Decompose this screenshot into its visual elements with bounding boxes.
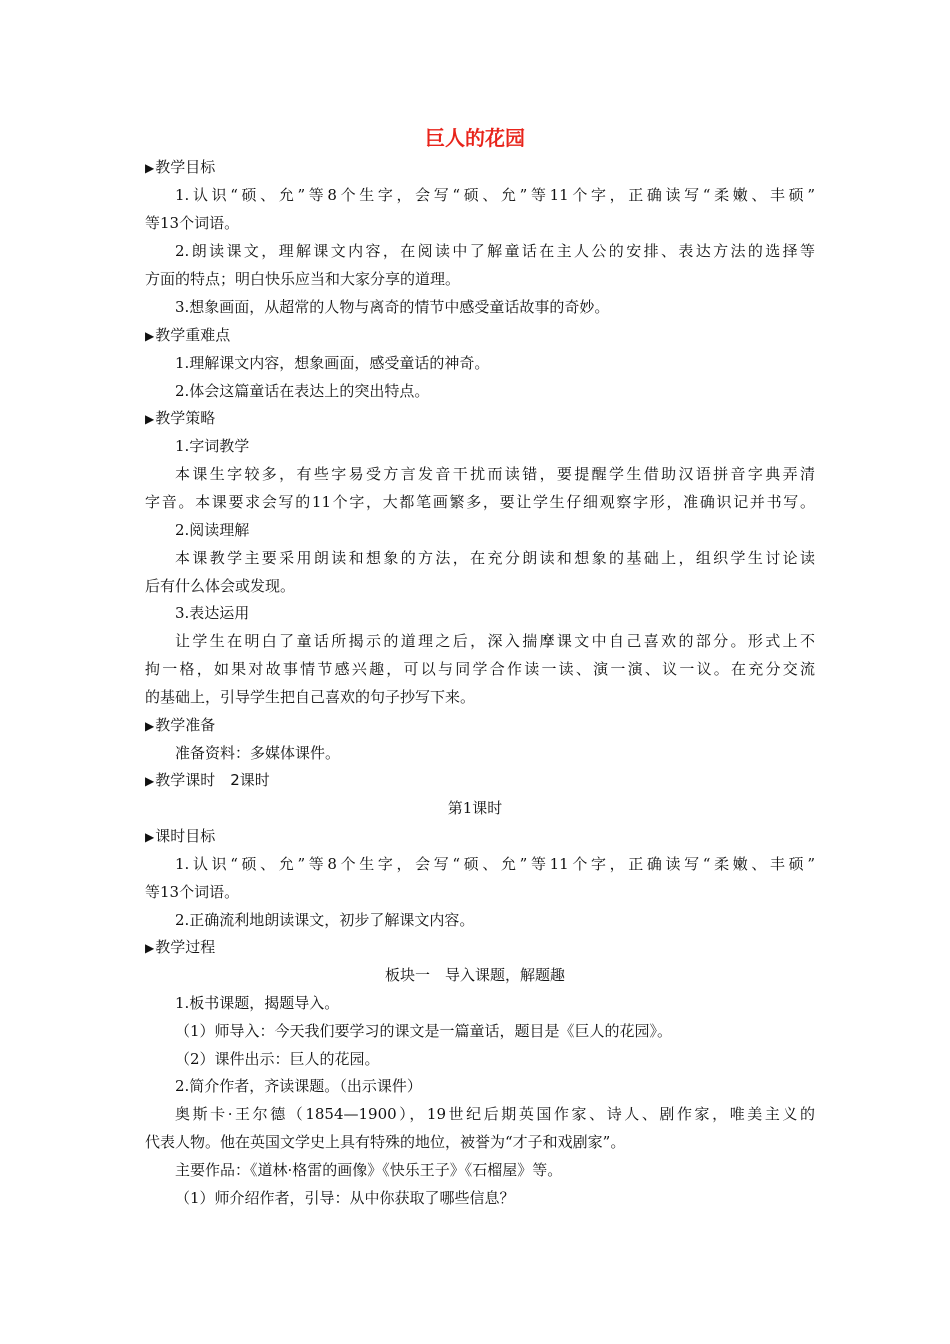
process-step-1-2: （2）课件出示：巨人的花园。 (175, 1050, 380, 1068)
goals-heading: ▶教学目标 (145, 158, 216, 176)
process-heading: ▶教学过程 (145, 938, 216, 956)
preparation-text: 准备资料：多媒体课件。 (175, 744, 341, 762)
strategy-1-line-2: 字音。本课要求会写的11个字，大都笔画繁多，要让学生仔细观察字形，准确识记并书写。 (145, 493, 815, 511)
triangle-marker-icon: ▶ (145, 412, 155, 426)
lesson-1-title: 第1课时 (447, 799, 503, 817)
strategy-3-line-1: 让学生在明白了童话所揭示的道理之后，深入揣摩课文中自己喜欢的部分。形式上不 (175, 632, 815, 650)
triangle-marker-icon: ▶ (145, 161, 155, 175)
triangle-marker-icon: ▶ (145, 329, 155, 343)
process-step-2-1: （1）师介绍作者，引导：从中你获取了哪些信息？ (175, 1189, 515, 1207)
strategy-2-line-2: 后有什么体会或发现。 (145, 577, 296, 595)
lesson-goal-1-line-1: 1.认识“硕、允”等8个生字，会写“硕、允”等11个字，正确读写“柔嫩、丰硕” (175, 855, 815, 873)
key-points-heading: ▶教学重难点 (145, 326, 231, 344)
process-step-2: 2.简介作者，齐读课题。（出示课件） (175, 1077, 422, 1095)
document-title: 巨人的花园 (425, 126, 525, 150)
strategy-heading: ▶教学策略 (145, 409, 216, 427)
strategy-3-title: 3.表达运用 (175, 604, 250, 622)
goal-2-line-1: 2.朗读课文，理解课文内容，在阅读中了解童话在主人公的安排、表达方法的选择等 (175, 242, 815, 260)
goal-1-line-2: 等13个词语。 (145, 214, 240, 232)
strategy-1-line-1: 本课生字较多，有些字易受方言发音干扰而读错，要提醒学生借助汉语拼音字典弄清 (175, 465, 815, 483)
strategy-3-line-2: 拘一格，如果对故事情节感兴趣，可以与同学合作读一读、演一演、议一议。在充分交流 (145, 660, 815, 678)
triangle-marker-icon: ▶ (145, 941, 155, 955)
author-intro-line-1: 奥斯卡·王尔德（1854—1900），19世纪后期英国作家、诗人、剧作家，唯美主义的 (175, 1105, 815, 1123)
goal-1-line-1: 1.认识“硕、允”等8个生字，会写“硕、允”等11个字，正确读写“柔嫩、丰硕” (175, 186, 815, 204)
triangle-marker-icon: ▶ (145, 830, 155, 844)
lesson-goal-2: 2.正确流利地朗读课文，初步了解课文内容。 (175, 911, 475, 929)
strategy-3-line-3: 的基础上，引导学生把自己喜欢的句子抄写下来。 (145, 688, 476, 706)
lesson-goals-heading: ▶课时目标 (145, 827, 216, 845)
author-intro-line-2: 代表人物。他在英国文学史上具有特殊的地位，被誉为“才子和戏剧家”。 (145, 1133, 626, 1151)
triangle-marker-icon: ▶ (145, 774, 155, 788)
major-works: 主要作品：《道林·格雷的画像》《快乐王子》《石榴屋》等。 (175, 1161, 563, 1179)
strategy-2-title: 2.阅读理解 (175, 521, 250, 539)
block-1-title: 板块一 导入课题，解题趣 (384, 966, 565, 984)
goal-3: 3.想象画面，从超常的人物与离奇的情节中感受童话故事的奇妙。 (175, 298, 610, 316)
class-hours-heading: ▶教学课时 2课时 (145, 771, 270, 789)
strategy-2-line-1: 本课教学主要采用朗读和想象的方法，在充分朗读和想象的基础上，组织学生讨论读 (175, 549, 815, 567)
key-point-1: 1.理解课文内容，想象画面，感受童话的神奇。 (175, 354, 490, 372)
triangle-marker-icon: ▶ (145, 719, 155, 733)
goal-2-line-2: 方面的特点；明白快乐应当和大家分享的道理。 (145, 270, 461, 288)
preparation-heading: ▶教学准备 (145, 716, 216, 734)
strategy-1-title: 1.字词教学 (175, 437, 250, 455)
lesson-goal-1-line-2: 等13个词语。 (145, 883, 240, 901)
process-step-1: 1.板书课题，揭题导入。 (175, 994, 340, 1012)
process-step-1-1: （1）师导入：今天我们要学习的课文是一篇童话，题目是《巨人的花园》。 (175, 1022, 673, 1040)
key-point-2: 2.体会这篇童话在表达上的突出特点。 (175, 382, 430, 400)
